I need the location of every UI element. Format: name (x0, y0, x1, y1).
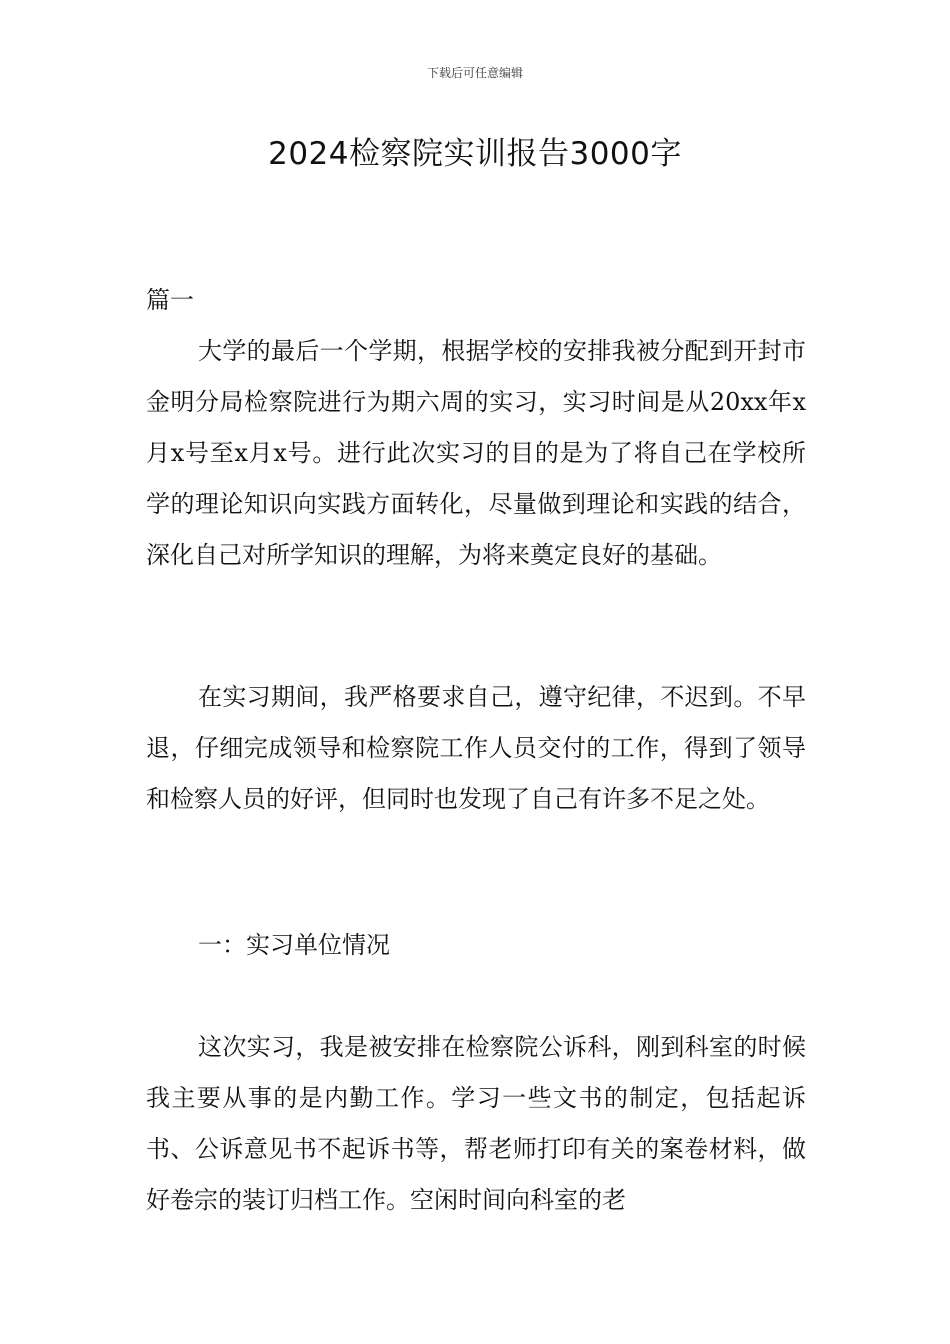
subheading: 一：实习单位情况 (198, 931, 390, 959)
section-label: 篇一 (146, 286, 194, 314)
paragraph-1: 大学的最后一个学期，根据学校的安排我被分配到开封市金明分局检察院进行为期六周的实习，实习时间是从20xx年x月x号至x月x号。进行此次实习的目的是为了将自己在学校所学的理论知识向实践方面转化，尽量做到理论和实践的结合，深化自己对所学知识的理解，为将来奠定良好的基础。 (146, 337, 806, 569)
paragraph-2: 在实习期间，我严格要求自己，遵守纪律，不迟到。不早退，仔细完成领导和检察院工作人员交付的工作，得到了领导和检察人员的好评，但同时也发现了自己有许多不足之处。 (146, 683, 806, 813)
header-note: 下载后可任意编辑 (426, 66, 523, 80)
document-title: 2024检察院实训报告3000字 (268, 136, 682, 172)
paragraph-3: 这次实习，我是被安排在检察院公诉科，刚到科室的时候我主要从事的是内勤工作。学习一些文书的制定，包括起诉书、公诉意见书不起诉书等，帮老师打印有关的案卷材料，做好卷宗的装订归档工作。空闲时间向科室的老 (146, 1033, 806, 1214)
